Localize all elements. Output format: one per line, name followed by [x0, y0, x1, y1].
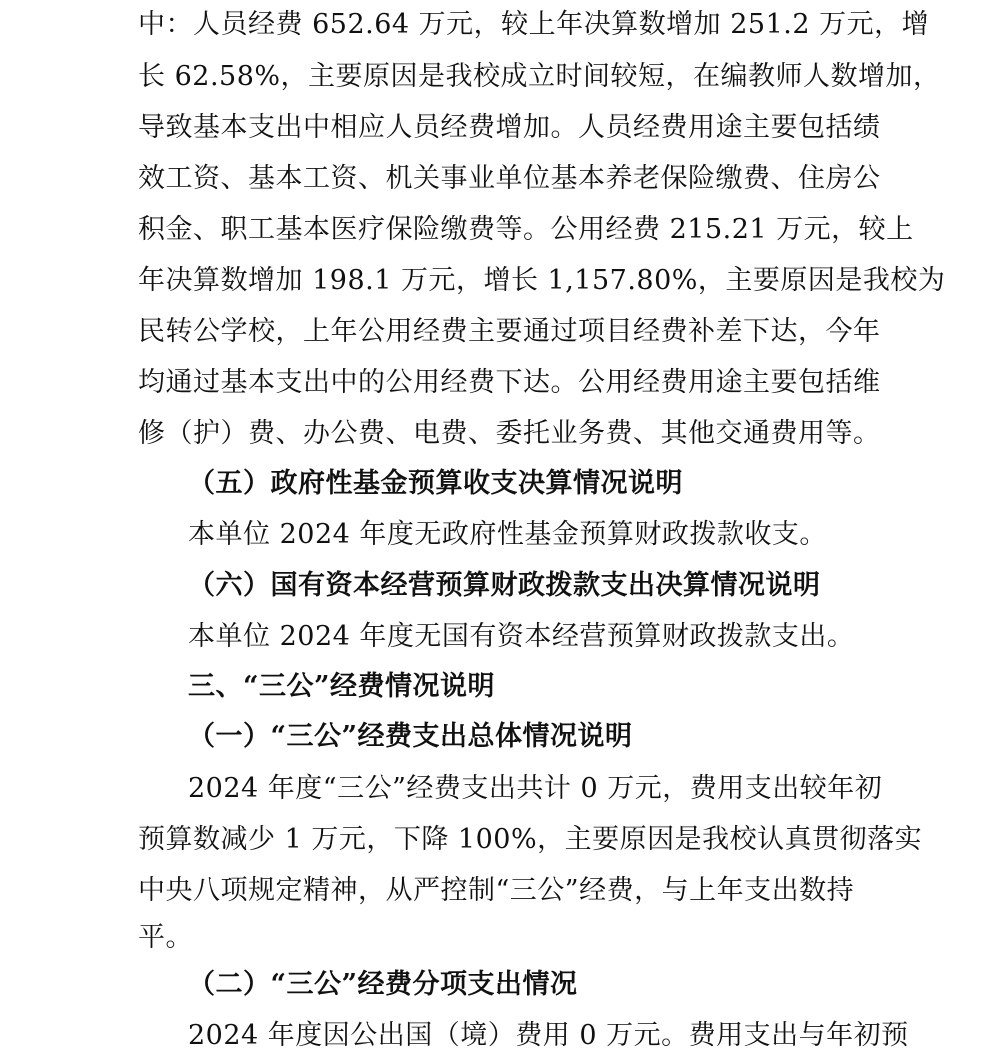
paragraph-line: 民转公学校，上年公用经费主要通过项目经费补差下达，今年	[138, 316, 881, 347]
paragraph-line: 中：人员经费 652.64 万元，较上年决算数增加 251.2 万元，增	[138, 9, 930, 40]
paragraph-line: 2024 年度“三公”经费支出共计 0 万元，费用支出较年初	[188, 773, 883, 804]
paragraph-line: 修（护）费、办公费、电费、委托业务费、其他交通费用等。	[138, 418, 881, 449]
paragraph-line: 年决算数增加 198.1 万元，增长 1,157.80%，主要原因是我校为	[138, 265, 946, 296]
chapter-heading-3: 三、“三公”经费情况说明	[188, 671, 496, 702]
paragraph-line: 本单位 2024 年度无国有资本经营预算财政拨款支出。	[188, 621, 855, 652]
section-heading-2: （二）“三公”经费分项支出情况	[188, 969, 578, 1000]
section-heading-6: （六）国有资本经营预算财政拨款支出决算情况说明	[188, 570, 821, 601]
paragraph-line: 2024 年度因公出国（境）费用 0 万元。费用支出与年初预	[188, 1020, 909, 1051]
paragraph-line: 本单位 2024 年度无政府性基金预算财政拨款收支。	[188, 519, 827, 550]
paragraph-line: 导致基本支出中相应人员经费增加。人员经费用途主要包括绩	[138, 112, 881, 143]
paragraph-line: 均通过基本支出中的公用经费下达。公用经费用途主要包括维	[138, 367, 881, 398]
paragraph-line: 积金、职工基本医疗保险缴费等。公用经费 215.21 万元，较上	[138, 214, 914, 245]
section-heading-1: （一）“三公”经费支出总体情况说明	[188, 721, 633, 752]
paragraph-line: 效工资、基本工资、机关事业单位基本养老保险缴费、住房公	[138, 163, 881, 194]
paragraph-line: 预算数减少 1 万元，下降 100%，主要原因是我校认真贯彻落实	[138, 824, 923, 855]
paragraph-line: 长 62.58%，主要原因是我校成立时间较短，在编教师人数增加，	[138, 61, 941, 92]
section-heading-5: （五）政府性基金预算收支决算情况说明	[188, 468, 683, 499]
paragraph-line: 中央八项规定精神，从严控制“三公”经费，与上年支出数持	[138, 875, 855, 906]
paragraph-line: 平。	[138, 922, 193, 953]
